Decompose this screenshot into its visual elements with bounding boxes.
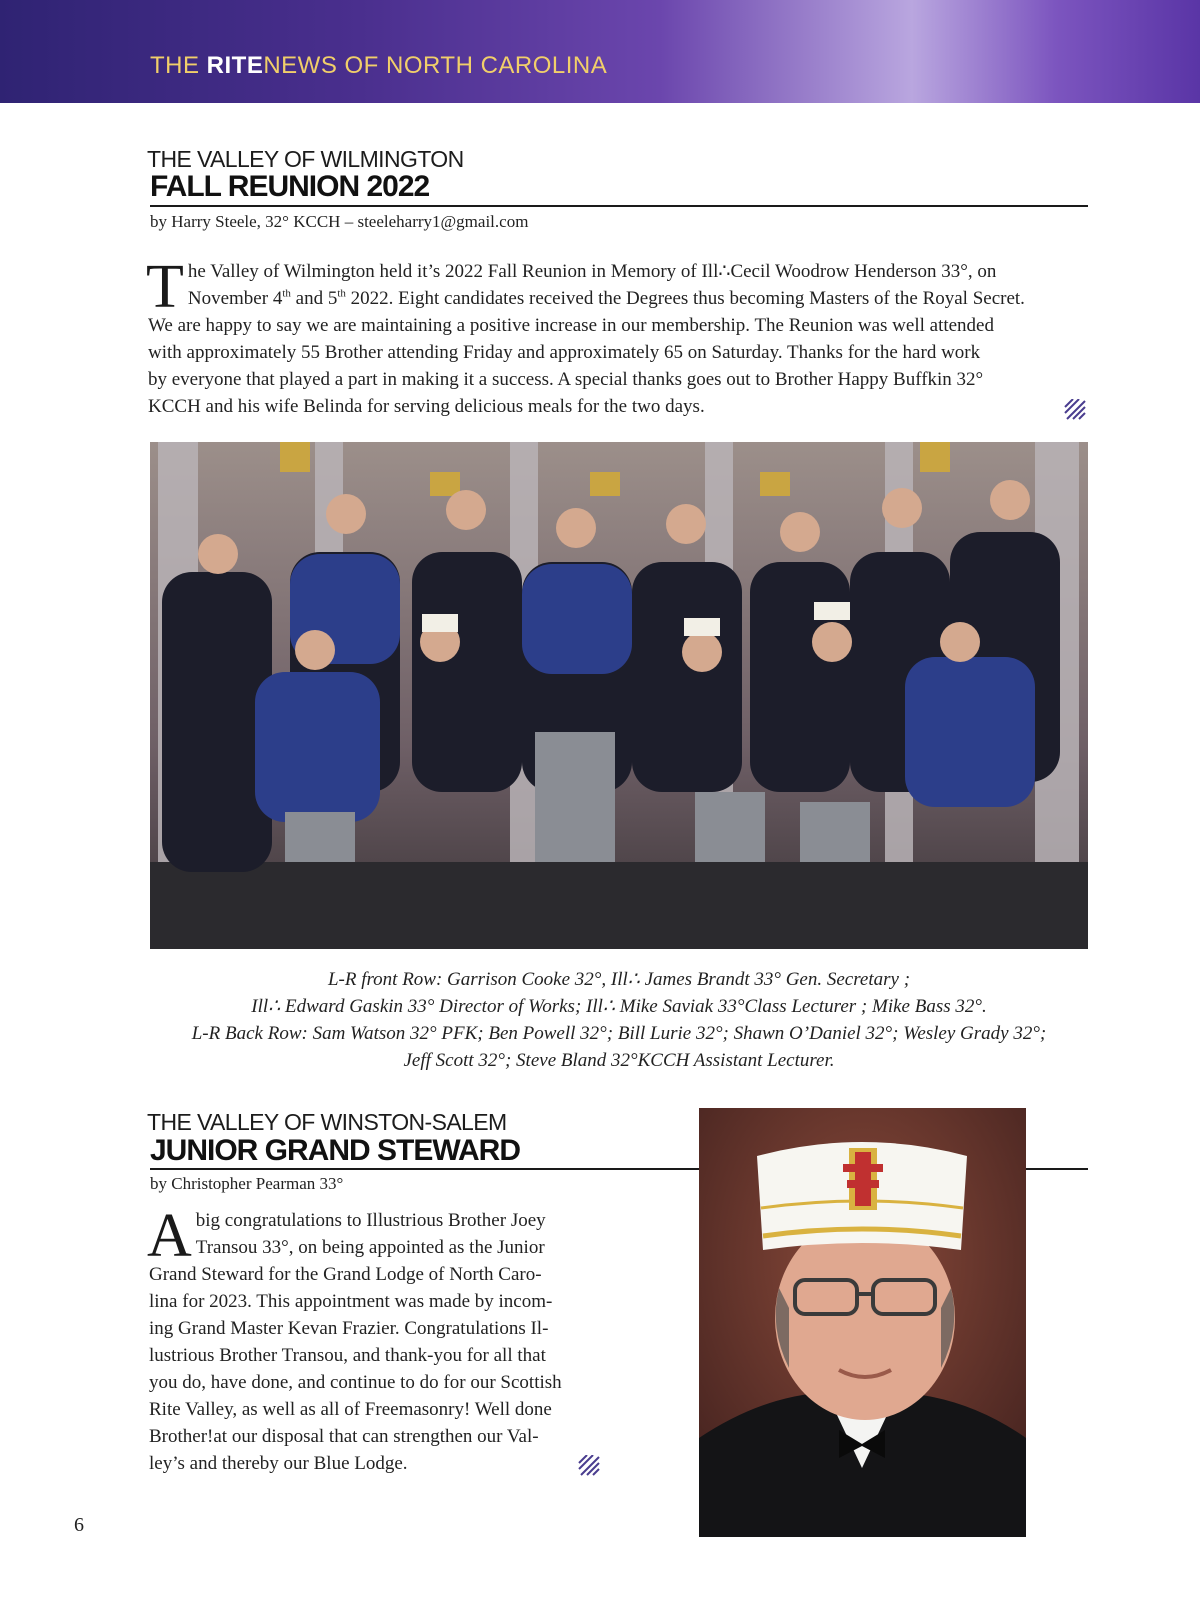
page-number: 6 [74, 1514, 84, 1536]
portrait-photo [699, 1108, 1026, 1537]
section-end-icon [577, 1455, 601, 1477]
article1-rule [150, 205, 1088, 207]
body-line: lustrious Brother Transou, and thank-you for all that [149, 1345, 546, 1366]
superscript: th [337, 287, 346, 300]
body-line: lina for 2023. This appointment was made by incom- [149, 1291, 553, 1312]
article2-kicker: THE VALLEY OF WINSTON-SALEM [147, 1109, 507, 1135]
body-fragment: and 5 [290, 288, 338, 309]
body-line: Rite Valley, as well as all of Freemasonry! Well done [149, 1399, 552, 1420]
article1-kicker: THE VALLEY OF WILMINGTON [147, 146, 464, 172]
body-line: ing Grand Master Kevan Frazier. Congratulations Il- [149, 1318, 549, 1339]
article2-dropcap: A [147, 1202, 192, 1270]
article2-byline: by Christopher Pearman 33° [150, 1174, 344, 1193]
article1-headline: FALL REUNION 2022 [150, 170, 430, 203]
body-line: you do, have done, and continue to do for our Scottish [149, 1372, 562, 1393]
caption-line: L-R front Row: Garrison Cooke 32°, Ill∴ James Brandt 33° Gen. Secretary ; [327, 969, 911, 990]
body-line: We are happy to say we are maintaining a positive increase in our membership. The Reunion was well attended [148, 315, 994, 336]
body-fragment: 2022. Eight candidates received the Degrees thus becoming Masters of the Royal Secret. [345, 288, 1025, 309]
group-photo [150, 442, 1088, 949]
title-post: NEWS OF NORTH CAROLINA [263, 52, 608, 79]
title-bold: RITE [206, 52, 264, 79]
caption-line: Ill∴ Edward Gaskin 33° Director of Works; Ill∴ Mike Saviak 33°Class Lecturer ; Mike Bass 32°. [251, 996, 987, 1017]
superscript: th [282, 287, 291, 300]
body-line: Transou 33°, on being appointed as the Junior [195, 1237, 545, 1258]
body-line [148, 285, 1093, 312]
body-line: he Valley of Wilmington held it’s 2022 Fall Reunion in Memory of Ill∴Cecil Woodrow Henderson 33°, on [187, 261, 997, 282]
article1-body [146, 253, 1093, 420]
body-line: Brother!at our disposal that can strengthen our Val- [149, 1426, 539, 1447]
caption-line: L-R Back Row: Sam Watson 32° PFK; Ben Powell 32°; Bill Lurie 32°; Shawn O’Daniel 32°; Wesley Grady 32°; [191, 1023, 1047, 1044]
body-line: with approximately 55 Brother attending Friday and approximately 65 on Saturday. Thanks for the hard work [148, 342, 981, 363]
body-line: big congratulations to Illustrious Brother Joey [195, 1210, 546, 1231]
article2-headline: JUNIOR GRAND STEWARD [150, 1134, 521, 1167]
section-end-icon [1063, 399, 1087, 421]
masthead-banner [0, 0, 1200, 103]
body-line: Grand Steward for the Grand Lodge of North Caro- [149, 1264, 542, 1285]
article1-dropcap: T [146, 253, 184, 321]
title-pre: THE [150, 52, 207, 79]
body-line: KCCH and his wife Belinda for serving delicious meals for the two days. [148, 396, 705, 417]
publication-title [150, 52, 607, 80]
caption-line: Jeff Scott 32°; Steve Bland 32°KCCH Assistant Lecturer. [403, 1050, 835, 1071]
body-line: ley’s and thereby our Blue Lodge. [149, 1453, 408, 1474]
photo-caption [150, 966, 1088, 1074]
article2-body [147, 1202, 604, 1477]
body-fragment: November 4 [187, 288, 283, 309]
article1-byline: by Harry Steele, 32° KCCH – steeleharry1@gmail.com [150, 212, 529, 231]
body-line: by everyone that played a part in making it a success. A special thanks goes out to Brother Happy Buffkin 32° [148, 369, 984, 390]
